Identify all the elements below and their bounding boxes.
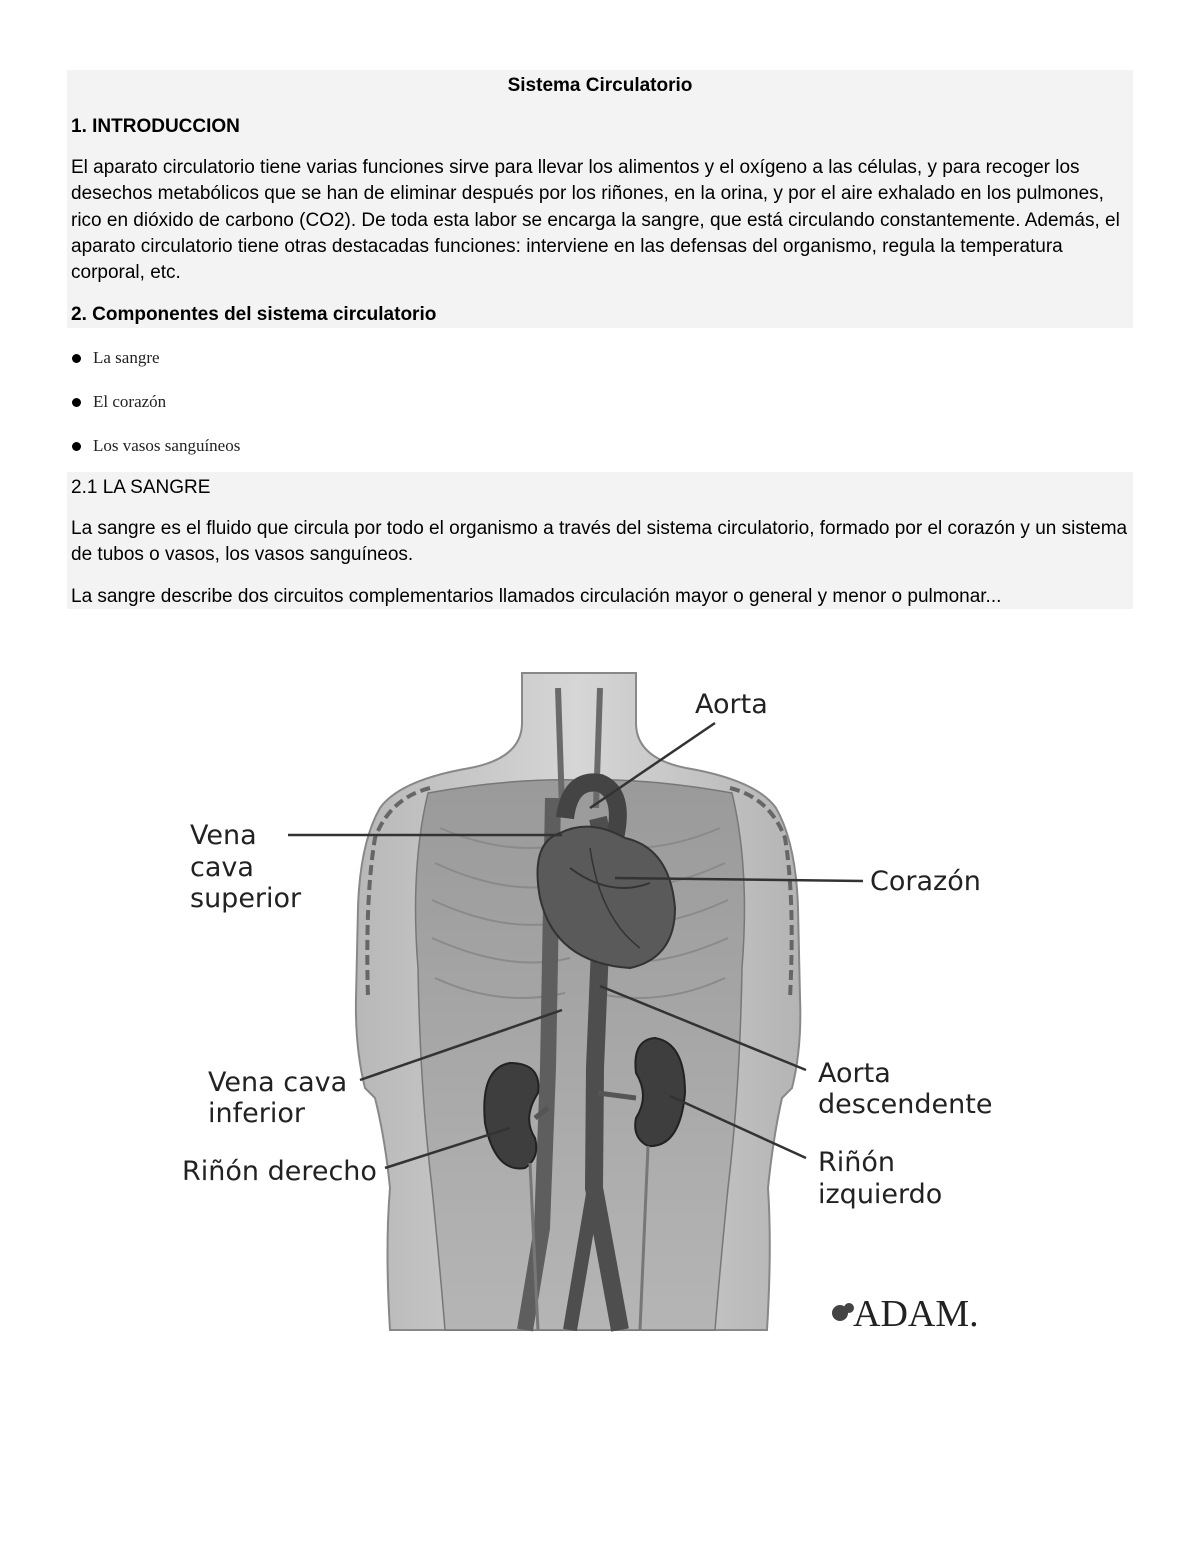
label-rinon-izquierdo-1: Riñón [818,1147,896,1178]
bullet-icon [72,354,81,363]
components-list [71,345,240,477]
document-title: Sistema Circulatorio [507,75,693,96]
bullet-icon [72,398,81,407]
label-rinon-izquierdo-2: izquierdo [818,1179,943,1210]
list-item [71,345,240,389]
label-vena-cava-superior-2: cava [190,852,254,883]
label-corazon: Corazón [870,866,981,897]
sangre-paragraph-1: La sangre es el fluido que circula por todo el organismo a través del sistema circulatorio, formado por el corazón y un sistema de tubos o vasos, los vasos sanguíneos. [71,518,1128,565]
label-vena-cava-inferior-1: Vena cava [208,1067,348,1098]
sangre-paragraph-2: La sangre describe dos circuitos complementarios llamados circulación mayor o general y menor o pulmonar... [71,586,1002,607]
intro-paragraph: El aparato circulatorio tiene varias funciones sirve para llevar los alimentos y el oxígeno a las células, y para recoger los desechos metabólicos que se han de eliminar después por los riñones, en la orina, y por el aire exhalado en los pulmones, rico en dióxido de carbono (CO2). De toda esta labor se encarga la sangre, que está circulando constantemente. Además, el aparato circulatorio tiene otras destacadas funciones: interviene en las defensas del organismo, regula la temperatura corporal, etc. [71,157,1120,284]
label-rinon-derecho: Riñón derecho [182,1156,377,1187]
sangre-heading: 2.1 LA SANGRE [71,477,211,498]
list-item [71,433,240,477]
bullet-icon [72,442,81,451]
list-item-label: Los vasos sanguíneos [93,436,241,455]
label-aorta-descendente-2: descendente [818,1089,993,1120]
list-item-label: El corazón [93,392,167,411]
label-vena-cava-superior-3: superior [190,883,302,914]
label-vena-cava-inferior-2: inferior [208,1098,305,1129]
label-aorta: Aorta [695,689,768,720]
adam-logo [832,1293,979,1335]
list-item-label: La sangre [93,348,160,367]
components-heading: 2. Componentes del sistema circulatorio [71,304,437,325]
intro-heading: 1. INTRODUCCION [71,116,240,137]
label-aorta-descendente-1: Aorta [818,1058,891,1089]
adam-logo-text: ADAM. [853,1293,979,1335]
torso-illustration [356,673,800,1330]
label-vena-cava-superior-1: Vena [190,820,257,851]
circulatory-anatomy-figure [170,668,1020,1338]
list-item [71,389,240,433]
